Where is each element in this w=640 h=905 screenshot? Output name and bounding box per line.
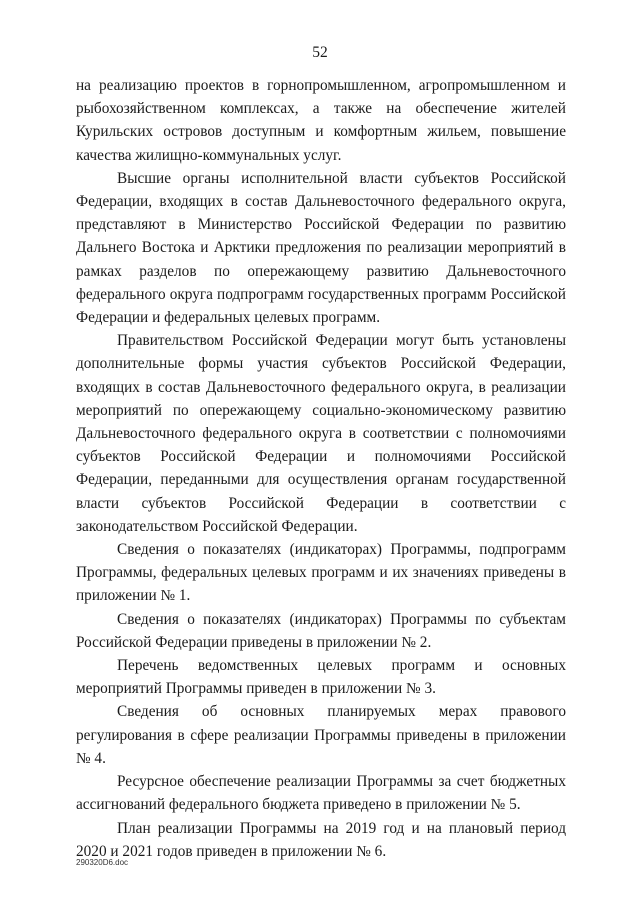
paragraph-2: Высшие органы исполнительной власти субъектов Российской Федерации, входящих в состав Дальневосточного федерального округа, представляют в Министерство Российской Федерации по развитию Дальнего Востока и Арктики предложения по реализации мероприятий в рамках разделов по опережающему развитию Дальневосточного федерального округа подпрограмм государственных программ Российской Федерации и федеральных целевых программ. — [76, 169, 566, 327]
paragraph-9: План реализации Программы на 2019 год и на плановый период 2020 и 2021 годов приведен в приложении № 6. — [76, 819, 566, 860]
paragraph-8: Ресурсное обеспечение реализации Программы за счет бюджетных ассигнований федерального бюджета приведено в приложении № 5. — [76, 773, 566, 814]
paragraph-5: Сведения о показателях (индикаторах) Программы по субъектам Российской Федерации приведены в приложении № 2. — [76, 610, 566, 651]
paragraph-6: Перечень ведомственных целевых программ и основных мероприятий Программы приведен в приложении № 3. — [76, 657, 566, 698]
paragraph-7: Сведения об основных планируемых мерах правового регулирования в сфере реализации Программы приведены в приложении № 4. — [76, 703, 566, 767]
paragraph-1: на реализацию проектов в горнопромышленном, агропромышленном и рыбохозяйственном комплексах, а также на обеспечение жителей Курильских островов доступным и комфортным жильем, повышение качества жилищно-коммунальных услуг. — [76, 77, 566, 164]
page-number: 52 — [312, 44, 328, 61]
body-text — [76, 74, 566, 863]
paragraph-4: Сведения о показателях (индикаторах) Программы, подпрограмм Программы, федеральных целевых программ и их значениях приведены в приложении № 1. — [76, 541, 566, 605]
paragraph-3: Правительством Российской Федерации могут быть установлены дополнительные формы участия субъектов Российской Федерации, входящих в состав Дальневосточного федерального округа, в реализации мероприятий по опережающему социально-экономическому развитию Дальневосточного федерального округа в соответствии с полномочиями субъектов Российской Федерации и полномочиями Российской Федерации, переданными для осуществления органам государственной власти субъектов Российской Федерации в соответствии с законодательством Российской Федерации. — [76, 332, 566, 535]
document-id-footer: 290320D6.doc — [76, 858, 129, 867]
